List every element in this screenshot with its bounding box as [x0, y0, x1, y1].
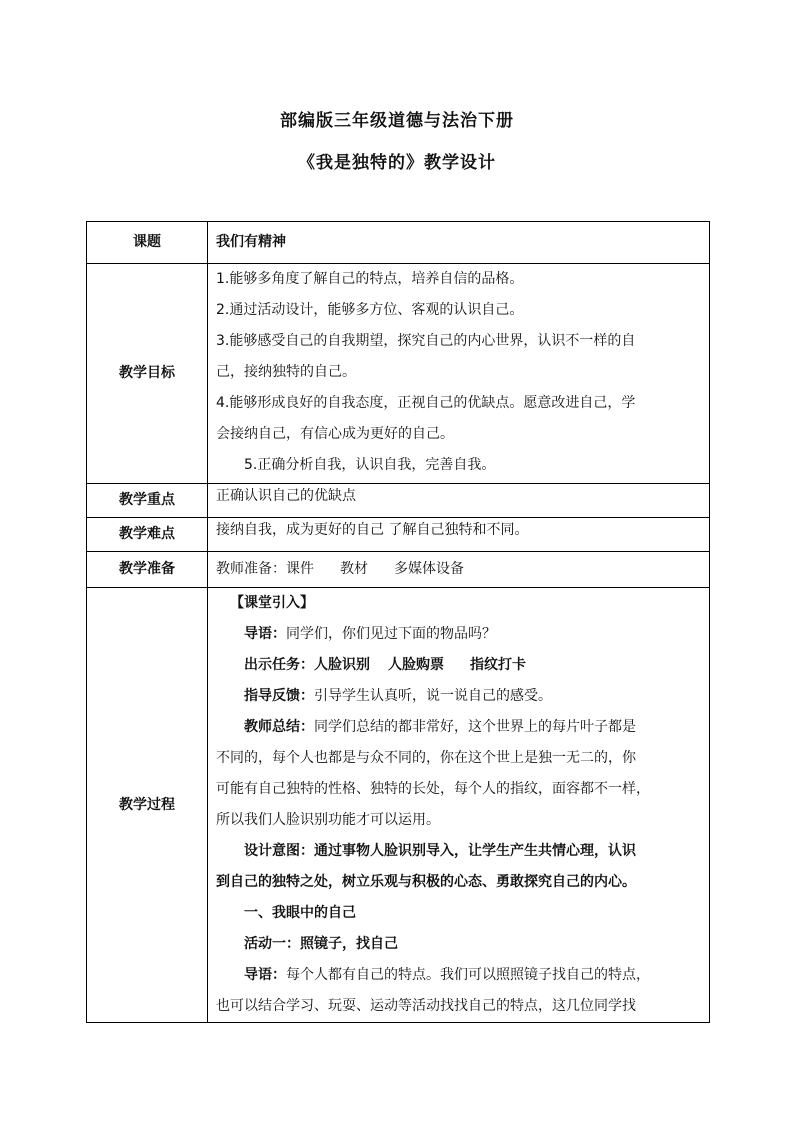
- mubiao-line: 己，接纳独特的自己。: [216, 364, 356, 380]
- yitu-line: 到自己的独特之处，树立乐观与积极的心态、勇敢探究自己的内心。: [216, 874, 636, 890]
- renwu-label: 出示任务：: [244, 657, 314, 673]
- mubiao-line: 4.能够形成良好的自我态度，正视自己的优缺点。愿意改进自己，学: [216, 395, 636, 411]
- nandian-value: 接纳自我，成为更好的自己 了解自己独特和不同。: [208, 518, 710, 552]
- mubiao-line: 2.通过活动设计，能够多方位、客观的认识自己。: [216, 302, 524, 318]
- guocheng-label: 教学过程: [87, 588, 208, 1023]
- daoyu2-text: 每个人都有自己的特点。我们可以照照镜子找自己的特点，: [286, 967, 650, 983]
- fankui-label: 指导反馈：: [244, 688, 314, 704]
- zhongdian-value: 正确认识自己的优缺点: [208, 484, 710, 518]
- zhongdian-label: 教学重点: [87, 484, 208, 518]
- document-title: 部编版三年级道德与法治下册: [280, 111, 514, 131]
- renwu-item: 人脸识别: [314, 657, 370, 673]
- mubiao-line: 5.正确分析自我，认识自我，完善自我。: [244, 457, 496, 473]
- row-nandian: [87, 518, 710, 552]
- row-mubiao: [87, 264, 710, 484]
- row-keti: [87, 222, 710, 264]
- zongjie-line: 可能有自己独特的性格、独特的长处，每个人的指纹，面容都不一样，: [216, 781, 650, 797]
- zongjie-text: 同学们总结的都非常好，这个世界上的每片叶子都是: [314, 719, 636, 735]
- zhunbei-value: [208, 552, 710, 588]
- daoyu-label: 导语：: [244, 626, 286, 642]
- row-guocheng: [87, 588, 710, 1023]
- keti-label: 课题: [87, 222, 208, 264]
- zhunbei-prefix: 教师准备：课件: [216, 561, 314, 577]
- intro-heading: 【课堂引入】: [230, 595, 314, 611]
- zhunbei-item: 多媒体设备: [394, 561, 464, 577]
- yitu-line: 设计意图：通过事物人脸识别导入，让学生产生共情心理，认识: [244, 843, 636, 859]
- row-zhunbei: [87, 552, 710, 588]
- section-heading: 一、我眼中的自己: [244, 905, 356, 921]
- row-zhongdian: [87, 484, 710, 518]
- activity-heading: 活动一：照镜子，找自己: [244, 936, 398, 952]
- mubiao-line: 1.能够多角度了解自己的特点，培养自信的品格。: [216, 271, 524, 287]
- fankui-text: 引导学生认真听，说一说自己的感受。: [314, 688, 552, 704]
- zongjie-label: 教师总结：: [244, 719, 314, 735]
- lesson-plan-table: [86, 221, 710, 1023]
- document-subtitle: 《我是独特的》教学设计: [298, 153, 496, 173]
- zongjie-line: 不同的，每个人也都是与众不同的，你在这个世上是独一无二的，你: [216, 750, 636, 766]
- daoyu2-label: 导语：: [244, 967, 286, 983]
- mubiao-content: [208, 264, 710, 484]
- zhunbei-label: 教学准备: [87, 552, 208, 588]
- daoyu-text: 同学们，你们见过下面的物品吗？: [286, 626, 496, 642]
- daoyu2-line: 也可以结合学习、玩耍、运动等活动找找自己的特点，这几位同学找: [216, 998, 636, 1014]
- zhunbei-item: 教材: [340, 561, 368, 577]
- nandian-label: 教学难点: [87, 518, 208, 552]
- guocheng-content: [208, 588, 710, 1023]
- renwu-item: 指纹打卡: [470, 657, 526, 673]
- keti-value: 我们有精神: [208, 222, 710, 264]
- mubiao-line: 3.能够感受自己的自我期望，探究自己的内心世界，认识不一样的自: [216, 333, 636, 349]
- renwu-item: 人脸购票: [388, 657, 444, 673]
- mubiao-label: 教学目标: [87, 264, 208, 484]
- mubiao-line: 会接纳自己，有信心成为更好的自己。: [216, 426, 454, 442]
- zongjie-line: 所以我们人脸识别功能才可以运用。: [216, 812, 440, 828]
